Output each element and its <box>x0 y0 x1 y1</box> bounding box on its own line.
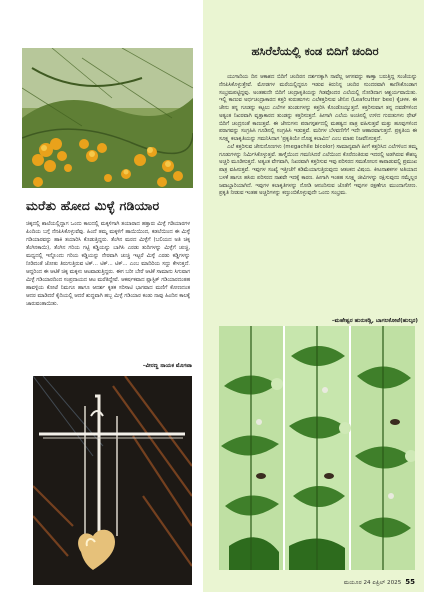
left-article-body: ಚಿಕ್ಕದಲ್ಲಿ ಶಾಲೆಯಲ್ಲಿದ್ದಾಗ ಒಂದು ಕಾಲದಲ್ಲಿ ಮಕ್ಕಳಿಗಾಗಿ ತಯಾರಾದ ಹತ್ತಾರು ಮಿಳ್ಳೆ ಗಡಿಯಾರಗಳ ಪಿಂದಿಯ ಬಗ್ಗೆ ನೆನಪಿಸಿಕೊಳ್ಳುವೆವು. ಹಿಂದೆ ತಮ್ಮ ಮಕ್ಕಳಿಗೆ ಹಾಯಿಯಿಂದ, ಕಡಲೆಯಿಂದ ಈ ಮಿಳ್ಳೆ ಗಡಿಯಾರವನ್ನು ಹಾಕಿ ತಯಾರಿಸಿ ಕೊಡುತ್ತಿದ್ದರು. ತೆಂಗಿನ ಮರದ ಮಿಳ್ಳೆಗೆ (ಬಲಿಯದ ಅತಿ ಚಿಕ್ಕ ತೆಂಗಿನಕಾಯಿ), ತೆಂಗಿನ ಗರಿಯ ಗಟ್ಟಿ ಕಡ್ಡಿಯನ್ನು ಬಾಗಿಸಿ ಎರಡು ತುದಿಗಳನ್ನು ಮಿಳ್ಳೆಗೆ ಚುಚ್ಚಿ, ಮಧ್ಯದಲ್ಲಿ ಇನ್ನೊಂದು ಗರಿಯ ಕಡ್ಡಿಯನ್ನು ನೇರವಾಗಿ ಚುಚ್ಚಿ ಇಟ್ಟರೆ ಮಿಳ್ಳೆ ಎರಡು ಕಡ್ಡಿಗಳನ್ನು ನೀಡಿದಂತೆ ಜೋತು ತಿರುಗುತ್ತಿರುವ ಟಿಕ್... ಟಿಕ್... ಟಿಕ್... ಎಂಬ ಮಾದಿರಿಯ ಸದ್ದು ಕೇಳುತ್ತದೆ. ಆದ್ದರಿಂದ ಈ ಆಟಿಕೆ ಚಿಕ್ಕ ಮಕ್ಕಳು ಆಟವಾಡುತ್ತಿದ್ದರು. ಈಗ ಬರೀ ಬೇರೆ ಆಟಿಕೆ ಸಾಮಾನು ಸಿಗುವಾಗ ಮಿಳ್ಳೆ ಗಡಿಯಾರದಿಂದ ಸಂಪ್ರದಾಯದ ಆಟ ಮರೆತಿದ್ದೇವೆ. ಆಕರ್ಷಕವಾದ ಪ್ಲಾಸ್ಟಿಕ್ ಗಡಿಯಾರದಂತಹ ಹಾವಳ್ಳಿಯ ಕೋಟೆ ನಿಮಗೂ ಹಾಗೂ ಆದರ್ಶ ಕೃತಕ ಸರಿಸಾಟಿ ಭಾಗವಾದ ಮಣಿಗೆ ಕೋಣದಂತ ಆದರ ಮಾಡಿದರೆ ಕೈದಿಯಲ್ಲಿ ಆದರೆ ಶುದ್ಧವಾಗಿ ಹಬ್ಬ ಮಿಳ್ಳೆ ಗಡಿಯಾರ ಕಂಡು ನಾವು ಹಿಂದಿನ ಕಾಲಕ್ಕೆ ಜಾರುವಂತಾಯಿತು. <box>26 221 190 308</box>
coconut-clock-photo <box>33 376 192 585</box>
right-article-author: –ಮಹೇಶ್ವರ ಹುರುಕಡ್ಲಿ, ಬಾಗಲಕೋಟೆ(ಹುಲ್ಕರ) <box>331 318 418 324</box>
right-article-title: ಹಸಿರೆಲೆಯಲ್ಲಿ ಕಂಡ ಬಿದಿಗೆ ಚಂದಿರ <box>251 44 379 58</box>
page-footer <box>219 578 415 587</box>
page-number: 55 <box>405 578 415 586</box>
tree-flower-photo <box>22 48 193 188</box>
right-article-body <box>219 74 417 198</box>
right-article-paragraph-2: ಎಲೆ ಕತ್ತರಿಸುವ ಜೇನುನೊಣಗಳು (megachile bicolor) ಸಾಮಾನ್ಯವಾಗಿ ಹೀಗೆ ಕತ್ತರಿಸಿದ ಎಲೆಗಳಿಂದ ತಮ್ಮ ಗೂಡುಗಳನ್ನು ನಿರ್ಮಿಸಿಕೊಳ್ಳುತ್ತವೆ. ತಾಳ್ಮೆಯಿಂದ ಗಮನಿಸಿದರೆ ಎಲೆಯಿಂದ ಕೊರೆದಂತಿರುವ ಇದರಲ್ಲಿ ಅಡಗಿರುವ ಕೌಶಲ್ಯ ಅಚ್ಚರಿ ಮೂಡಿಸುತ್ತದೆ. ಅತ್ಯಂತ ವೇಗವಾಗಿ, ನಿಖರವಾಗಿ ಕತ್ತರಿಸುವ ಇವು ಪರಿಸರದ ಸಮತೋಲನ ಕಾಪಾಡುವಲ್ಲಿ ಪ್ರಮುಖ ಪಾತ್ರ ವಹಿಸುತ್ತವೆ. ಇವುಗಳ ಸಂಖ್ಯೆ ಇತ್ತೀಚೆಗೆ ಕಡಿಮೆಯಾಗುತ್ತಿರುವುದು ಆತಂಕದ ವಿಷಯ. ಕೀಟನಾಶಕಗಳ ಅತಿಯಾದ ಬಳಕೆ ಹಾಗೂ ಹಸಿರು ಪರಿಸರದ ನಾಶವೇ ಇದಕ್ಕೆ ಕಾರಣ. ಹೀಗಾಗಿ ಇಂತಹ ಸೂಕ್ಷ್ಮ ಜೀವಿಗಳನ್ನು ರಕ್ಷಿಸುವುದು ನಮ್ಮೆಲ್ಲರ ಜವಾಬ್ದಾರಿಯಾಗಿದೆ. ಇವುಗಳ ಕಲಾಕೃತಿಗಳನ್ನು ನೋಡಿ ಆನಂದಿಸುವ ಜೊತೆಗೆ ಇವುಗಳ ರಕ್ಷಣೆಗೂ ಮುಂದಾಗೋಣ. ಪ್ರಕೃತಿ ನೀಡುವ ಇಂತಹ ಅಚ್ಚರಿಗಳನ್ನು ಕಣ್ತುಂಬಿಕೊಳ್ಳುವುದೇ ಒಂದು ಸಂಭ್ರಮ. <box>219 143 417 197</box>
left-article-author: –ವೀರಣ್ಣ ನಾಯಕ ಮೊಗಟಾ <box>142 363 192 369</box>
leaf-cutter-bee-photo <box>219 326 415 570</box>
coconut-clock-illustration <box>33 376 192 585</box>
right-article-paragraph-1: ಯುಗಾದಿಯ ದಿನ ಆಕಾಶದ ಬಿದಿಗೆ ಚಂದಿರನ ದರ್ಶನಕ್ಕಾಗಿ ನಾವೆಲ್ಲ ಆಗಸವನ್ನು ಕಾಣ್ತಾ ಬರುತ್ತಿದ್ದ ಸಂಜೆಯನ್ನು ನೆನಪಿಸಿಕೊಳ್ಳುತ್ತೇವೆ. ಮೋಡಗಳ ಮರೆಯಲ್ಲಿದ್ದರೂ ಇಡುವ ಕಿರುನಿನ್ನ ಚಂದಿರ ಸುಂದರವಾಗಿ ಕಾಣಿಸಿಕೊಂಡಾಗ ಸಂಭ್ರಮಪಟ್ಟಿದ್ದವು. ಅಂತಹುದೇ ಬಿದಿಗೆ ಚಂದ್ರಾಕೃತಿಯನ್ನು ಗಿಡವೊಂದರ ಎಲೆಯಲ್ಲಿ ನೋಡಿದಾಗ ಆಶ್ಚರ್ಯವಾಯಿತು. ಇಲ್ಲಿ ಕಾಣುವ ಅರ್ಧಚಂದ್ರಾಕಾರದ ಕತ್ತರಿ ಕುರುಹುಗಳು ಎಲೆಕತ್ತರಿಸುವ ಜೇನಿನ (Leafcutter bee) ಕೈಚಳಕ. ಈ ಜೇನು ತನ್ನ ಗೂಡನ್ನು ಕಟ್ಟಲು ಎಲೆಗಳ ತುಂಡುಗಳನ್ನು ಕತ್ತರಿಸಿ ಕೊಂಡೊಯ್ಯುತ್ತದೆ. ಕತ್ತರಿಸುವಾಗ ತನ್ನ ದವಡೆಗಳಿಂದ ಅತ್ಯಂತ ನಿಖರವಾಗಿ ವೃತ್ತಾಕಾರದ ತುಂಡನ್ನು ಕತ್ತರಿಸುತ್ತದೆ. ಹೀಗಾಗಿ ಎಲೆಯ ಅಂಚಿನಲ್ಲಿ ಉಳಿದ ಗುರುತುಗಳು ಥೇಟ್ ಬಿದಿಗೆ ಚಂದ್ರನಂತೆ ಕಾಣುತ್ತವೆ. ಈ ಜೇನುಗಳು ಪರಾಗಸ್ಪರ್ಶದಲ್ಲಿ ಮಹತ್ವದ ಪಾತ್ರ ವಹಿಸುತ್ತವೆ ಮತ್ತು ಹೂವುಗಳಿಂದ ಪರಾಗವನ್ನು ಸಂಗ್ರಹಿಸಿ ಗೂಡಿನಲ್ಲಿ ಸಂಗ್ರಹಿಸಿ ಇಡುತ್ತವೆ. ಮರಿಗಳ ಬೆಳವಣಿಗೆಗೆ ಇದೇ ಆಹಾರವಾಗುತ್ತದೆ. ಪ್ರಕೃತಿಯ ಈ ಸೂಕ್ಷ್ಮ ಕಲಾಕೃತಿಯನ್ನು ಗಮನಿಸಿದಾಗ 'ಪ್ರಕೃತಿಯೇ ದೊಡ್ಡ ಕಲಾವಿದ' ಎಂಬ ಮಾತು ನಿಜವೆನಿಸುತ್ತದೆ. <box>219 74 417 142</box>
left-article-title: ಮರೆತು ಹೋದ ಮಿಳ್ಳೆ ಗಡಿಯಾರ <box>26 198 160 213</box>
issue-date: ಮಯೂರ 24 ಏಪ್ರಿಲ್ 2025 <box>343 580 402 586</box>
tree-flower-illustration <box>22 48 193 188</box>
leaves-illustration <box>219 326 415 570</box>
